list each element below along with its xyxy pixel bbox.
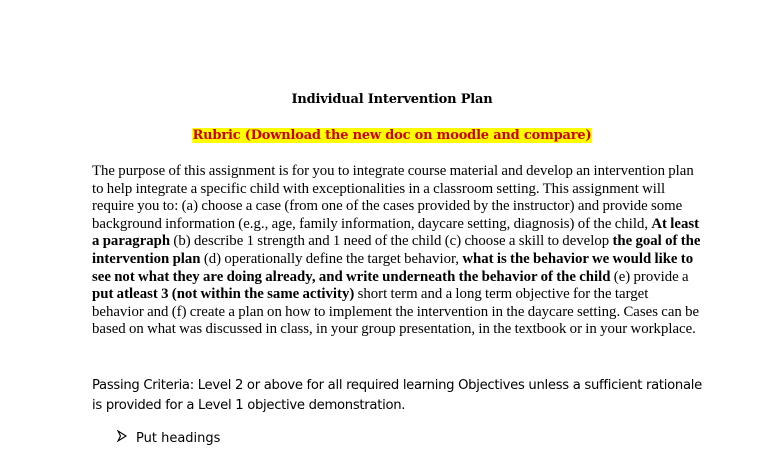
paragraph-text-3: (d) operationally define the target behavior, [200, 250, 463, 267]
paragraph-bold-1: At least a paragraph [92, 215, 700, 250]
paragraph-bold-2: the goal of the intervention plan [92, 233, 701, 267]
rubric-highlight: Rubric (Download the new doc on moodle and compare) [192, 128, 592, 143]
paragraph-text-2: (b) describe 1 strength and 1 need of the child (c) choose a skill to develop [170, 233, 613, 250]
arrow-bullet-icon [116, 430, 130, 446]
paragraph-bold-4: put atleast 3 (not within the same activity) [92, 286, 355, 303]
paragraph-text-5: short term and a long term objective for the target behavior and (f) create a plan on how to implement the intervention in the daycare setting. Cases can be based on what was discussed in class, in your group presentation, in the textbook or in your workplace. [92, 286, 700, 338]
paragraph-text-4: (e) provide a [610, 268, 689, 285]
passing-criteria: Passing Criteria: Level 2 or above for all required learning Objectives unless a sufficient rationale is provided for a Level 1 objective demonstration. [92, 378, 702, 413]
rubric-line [0, 126, 784, 144]
paragraph-text-1: The purpose of this assignment is for you to integrate course material and develop an intervention plan to help integrate a specific child with exceptionalities in a classroom setting. This assignment will require you to: (a) choose a case (from one of the cases provided by the instructor) and provide some background information (e.g., age, family information, daycare setting, diagnosis) of the child, [92, 163, 694, 232]
document-title: Individual Intervention Plan [291, 92, 493, 107]
bullet-item-label: Put headings [136, 431, 221, 446]
assignment-paragraph [92, 163, 702, 339]
paragraph-bold-3: what is the behavior we would like to see not what they are doing already, and write underneath the behavior of the child [92, 250, 694, 285]
bullet-item [116, 430, 416, 450]
